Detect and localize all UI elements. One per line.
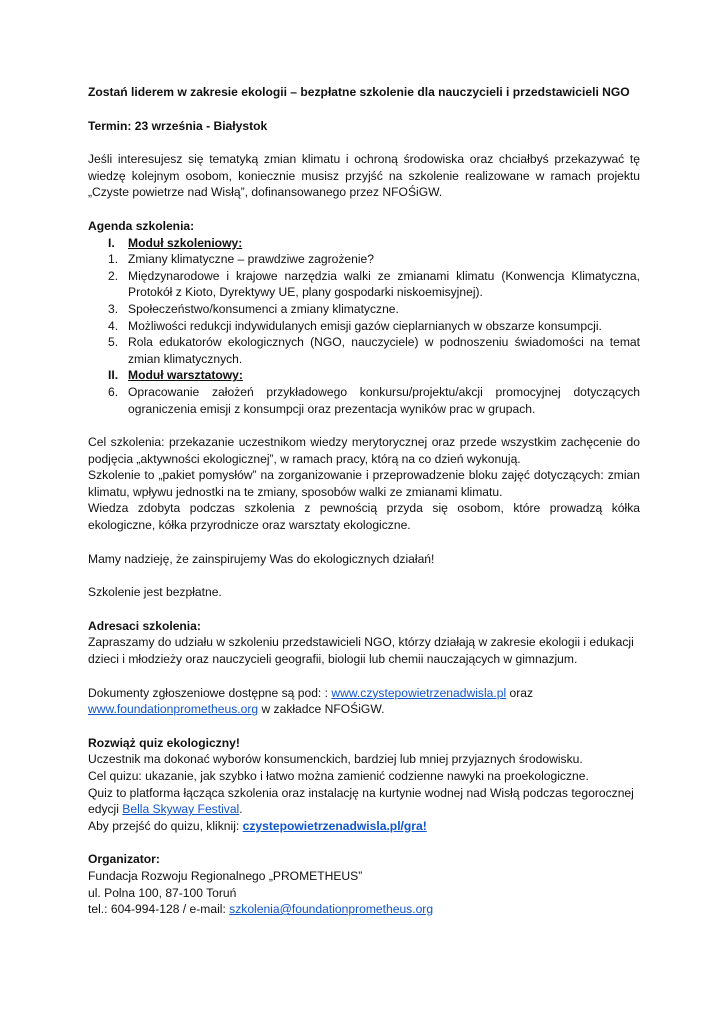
quiz-text: . <box>239 802 243 817</box>
organizer-heading: Organizator: <box>88 852 160 867</box>
item-text: Opracowanie założeń przykładowego konkursu/projektu/akcji promocyjnej dotyczących ograniczenia emisji z konsumpcji oraz prezentacja wyników prac w grupach. <box>128 384 640 416</box>
list-item <box>88 384 640 417</box>
item-text: Rola edukatorów ekologicznych (NGO, nauczyciele) w podnoszeniu świadomości na temat zmian klimatycznych. <box>128 335 640 366</box>
quiz-text: Quiz to platforma łącząca szkolenia oraz instalację na kurtynie wodnej nad Wisłą podczas tegorocznej edycji <box>88 785 634 817</box>
item-number: 5. <box>108 335 119 350</box>
document-title: Zostań liderem w zakresie ekologii – bezpłatne szkolenie dla nauczycieli i przedstawicieli NGO <box>88 85 630 99</box>
item-text: Zmiany klimatyczne – prawdziwe zagrożenie? <box>128 252 375 267</box>
prometheus-link[interactable]: www.foundationprometheus.org <box>88 702 259 717</box>
document-page <box>88 84 640 918</box>
free-line: Szkolenie jest bezpłatne. <box>88 585 222 600</box>
item-number: 3. <box>108 301 119 316</box>
quiz-line <box>88 785 640 818</box>
training-date: Termin: 23 września - Białystok <box>88 118 268 133</box>
goal-paragraph: Cel szkolenia: przekazanie uczestnikom wiedzy merytorycznej oraz przede wszystkim zachęcenie do podjęcia „aktywności ekologicznej”, w ramach pracy, którą na co dzień wykonują. <box>88 435 640 466</box>
quiz-line: Uczestnik ma dokonać wyborów konsumenckich, bardziej lub mniej przyjaznych środowisku. <box>88 752 583 767</box>
recipients-section <box>88 618 640 668</box>
item-number: 2. <box>108 268 119 283</box>
item-text: Międzynarodowe i krajowe narzędzia walki ze zmianami klimatu (Konwencja Klimatyczna, Protokół z Kioto, Dyrektywy UE, plany gospodarki niskoemisyjnej). <box>128 268 640 300</box>
intro-paragraph: Jeśli interesujesz się tematyką zmian klimatu i ochroną środowiska oraz chciałbyś przekazywać tę wiedzę kolejnym osobom, koniecznie musisz przyjść na szkolenie realizowane w ramach projektu „Czyste powietrze nad Wisłą”, dofinansowanego przez NFOŚiGW. <box>88 152 640 200</box>
item-text: Możliwości redukcji indywidulanych emisji gazów cieplarnianych w obszarze konsumpcji. <box>128 318 602 333</box>
module-heading-1 <box>88 235 640 252</box>
goal-paragraph: Wiedza zdobyta podczas szkolenia z pewnością przyda się osobom, które prowadzą kółka ekologiczne, kółka przyrodnicze oraz warsztaty ekologiczne. <box>88 501 640 533</box>
documents-paragraph <box>88 685 640 718</box>
module-heading-2 <box>88 367 640 384</box>
goal-section <box>88 434 640 534</box>
module-number: II. <box>108 368 119 383</box>
module-title: Moduł szkoleniowy: <box>128 235 243 250</box>
list-item <box>88 301 640 318</box>
organizer-contact <box>88 901 640 918</box>
item-text: Społeczeństwo/konsumenci a zmiany klimatyczne. <box>128 301 399 316</box>
hope-line: Mamy nadzieję, że zainspirujemy Was do ekologicznych działań! <box>88 551 435 566</box>
agenda-heading: Agenda szkolenia: <box>88 218 195 233</box>
quiz-link[interactable]: czystepowietrzenadwisla.pl/gra! <box>242 818 427 833</box>
item-number: 1. <box>108 252 119 267</box>
bella-skyway-link[interactable]: Bella Skyway Festival <box>122 802 240 817</box>
organizer-section <box>88 851 640 917</box>
quiz-heading: Rozwiąż quiz ekologiczny! <box>88 735 240 750</box>
czystepowietrze-link[interactable]: www.czystepowietrzenadwisla.pl <box>331 685 507 700</box>
documents-text: w zakładce NFOŚiGW. <box>258 702 385 717</box>
goal-paragraph: Szkolenie to „pakiet pomysłów” na zorganizowanie i przeprowadzenie bloku zajęć dotyczących: zmian klimatu, wpływu jednostki na te zmiany, sposobów walki ze zmianami klimatu. <box>88 468 640 499</box>
recipients-heading: Adresaci szkolenia: <box>88 618 201 633</box>
email-link[interactable]: szkolenia@foundationprometheus.org <box>229 902 434 917</box>
quiz-section <box>88 735 640 835</box>
documents-text: oraz <box>506 685 534 700</box>
organizer-name: Fundacja Rozwoju Regionalnego „PROMETHEUS” <box>88 868 363 883</box>
item-number: 6. <box>108 384 119 399</box>
quiz-line <box>88 818 640 835</box>
quiz-line: Cel quizu: ukazanie, jak szybko i łatwo można zamienić codzienne nawyki na proekologiczne. <box>88 769 589 783</box>
list-item <box>88 334 640 367</box>
list-item <box>88 268 640 301</box>
quiz-text: Aby przejść do quizu, kliknij: <box>88 818 243 833</box>
module-number: I. <box>108 235 115 250</box>
list-item <box>88 251 640 268</box>
module-title: Moduł warsztatowy: <box>128 368 243 383</box>
recipients-text: Zapraszamy do udziału w szkoleniu przedstawicieli NGO, którzy działają w zakresie ekologii i edukacji dzieci i młodzieży oraz nauczycieli geografii, biologii lub chemii nauczających w gimnazjum. <box>88 635 634 667</box>
item-number: 4. <box>108 318 119 333</box>
organizer-address: ul. Polna 100, 87-100 Toruń <box>88 885 237 900</box>
contact-text: tel.: 604-994-128 / e-mail: <box>88 902 230 917</box>
list-item <box>88 318 640 335</box>
documents-text: Dokumenty zgłoszeniowe dostępne są pod: : <box>88 685 332 700</box>
